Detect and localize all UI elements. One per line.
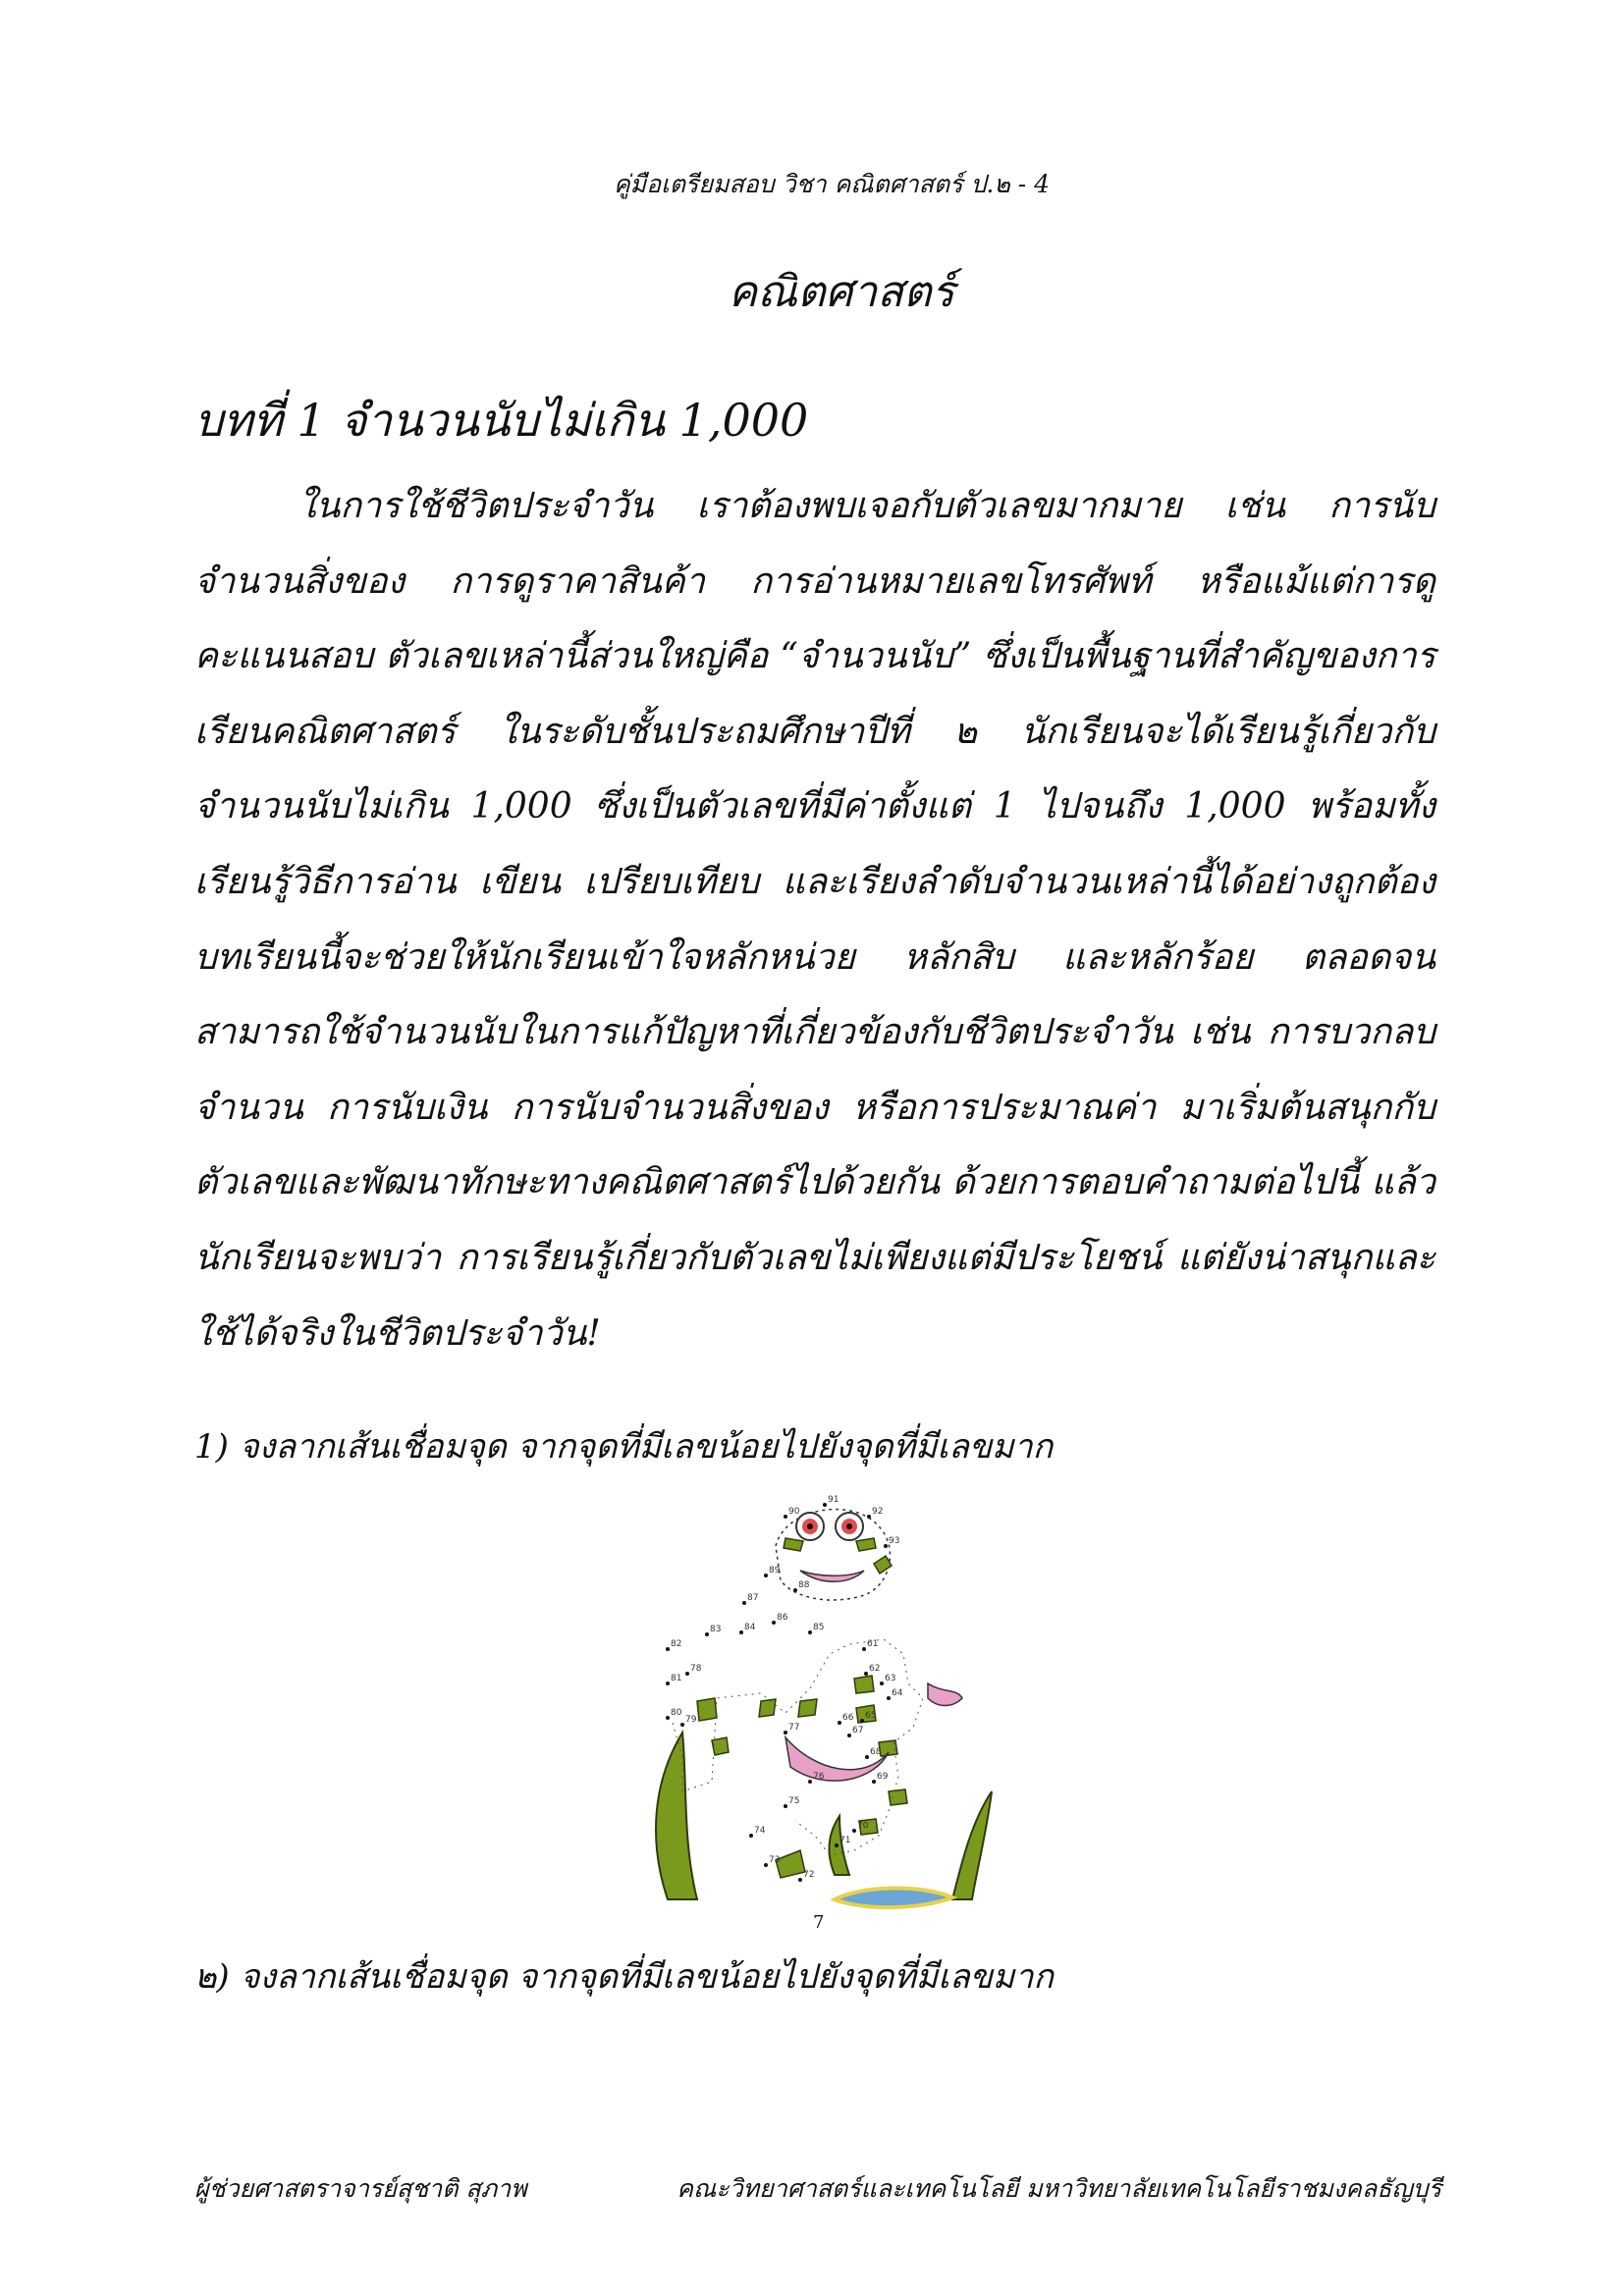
dot-number: 92 — [872, 1507, 884, 1517]
dot-number: 62 — [869, 1664, 881, 1674]
dot-number: 86 — [777, 1613, 788, 1623]
dot-number: 61 — [867, 1639, 879, 1649]
dot — [749, 1834, 753, 1838]
dot-number: 66 — [842, 1713, 854, 1723]
frog-caption: 7 — [813, 1912, 825, 1933]
grass-mid — [830, 1816, 849, 1875]
dot — [784, 1731, 787, 1735]
dot — [862, 1647, 866, 1651]
dot-number: 64 — [892, 1688, 903, 1698]
dot-number: 93 — [889, 1536, 900, 1546]
dot-number: 76 — [813, 1772, 825, 1782]
dot — [838, 1721, 841, 1725]
grass-left — [656, 1733, 697, 1899]
dot — [666, 1647, 670, 1651]
dot-number: 90 — [788, 1507, 800, 1517]
dot-number: 63 — [885, 1674, 896, 1683]
dot-number: 70 — [857, 1821, 869, 1831]
dot — [764, 1863, 768, 1867]
frog-head — [776, 1510, 890, 1600]
dot — [784, 1804, 787, 1808]
dot — [808, 1780, 812, 1784]
dot — [852, 1829, 856, 1833]
dot — [742, 1601, 746, 1605]
dot — [847, 1734, 851, 1737]
dot — [784, 1515, 787, 1519]
water-puddle — [835, 1888, 952, 1907]
frog-mouth — [800, 1571, 864, 1581]
dot — [867, 1515, 871, 1519]
dot — [864, 1672, 868, 1676]
frog-belly — [785, 1737, 889, 1781]
dot-number: 82 — [671, 1639, 682, 1649]
page-title: คณิตศาสตร์ — [728, 267, 955, 317]
dot-number: 65 — [865, 1711, 877, 1721]
dot-number: 91 — [828, 1495, 839, 1505]
dot — [793, 1588, 797, 1592]
dot — [808, 1630, 812, 1634]
dot — [666, 1682, 670, 1685]
question-2: ๒) จงลากเส้นเชื่อมจุด จากจุดที่มีเลขน้อยไปยังจุดที่มีเลขมาก — [194, 1957, 1055, 1997]
dot — [835, 1843, 839, 1847]
dot — [666, 1716, 670, 1720]
page-header: คู่มือเตรียมสอบ วิชา คณิตศาสตร์ ป.๒ - 4 — [613, 170, 1051, 198]
dot-number: 89 — [769, 1566, 781, 1575]
question-1: 1) จงลากเส้นเชื่อมจุด จากจุดที่มีเลขน้อยไปยังจุดที่มีเลขมาก — [194, 1427, 1054, 1467]
dot-number: 80 — [671, 1708, 682, 1718]
chapter-heading: บทที่ 1 จำนวนนับไม่เกิน 1,000 — [194, 394, 809, 447]
dot-number: 84 — [744, 1623, 756, 1632]
dot-number: 74 — [754, 1826, 766, 1836]
dot-number: 83 — [710, 1625, 722, 1634]
dot — [887, 1696, 891, 1700]
dot — [823, 1503, 827, 1507]
dot — [772, 1621, 776, 1625]
dot-number: 77 — [788, 1723, 800, 1733]
dot-number: 75 — [788, 1796, 800, 1806]
intro-paragraph: ในการใช้ชีวิตประจำวัน เราต้องพบเจอกับตัวเลขมากมาย เช่น การนับจำนวนสิ่งของ การดูราคาสินค้า การอ่านหมายเลขโทรศัพท์ หรือแม้แต่การดูคะแนนสอบ ตัวเลขเหล่านี้ส่วนใหญ่คือ “จำนวนนับ” ซึ่งเป็นพื้นฐานที่สำคัญของการเรียนคณิตศาสตร์ ในระดับชั้นประถมศึกษาปีที่ ๒ นักเรียนจะได้เรียนรู้เกี่ยวกับ จำนวนนับไม่เกิน 1,000 ซึ่งเป็นตัวเลขที่มีค่าตั้งแต่ 1 ไปจนถึง 1,000 พร้อมทั้งเรียนรู้วิธีการอ่าน เขียน เปรียบเทียบ และเรียงลำดับจำนวนเหล่านี้ได้อย่างถูกต้อง บทเรียนนี้จะช่วยให้นักเรียนเข้าใจหลักหน่วย หลักสิบ และหลักร้อย ตลอดจนสามารถใช้จำนวนนับในการแก้ปัญหาที่เกี่ยวข้องกับชีวิตประจำวัน เช่น การบวกลบจำนวน การนับเงิน การนับจำนวนสิ่งของ หรือการประมาณค่า มาเริ่มต้นสนุกกับตัวเลขและพัฒนาทักษะทางคณิตศาสตร์ไปด้วยกัน ด้วยการตอบคำถามต่อไปนี้ แล้วนักเรียนจะพบว่า การเรียนรู้เกี่ยวกับตัวเลขไม่เพียงแต่มีประโยชน์ แต่ยังน่าสนุกและใช้ได้จริงในชีวิตประจำวัน! — [194, 486, 1435, 1354]
dot-number: 78 — [690, 1664, 702, 1674]
dot-number: 87 — [747, 1593, 759, 1603]
dot-number: 71 — [839, 1836, 851, 1845]
dot — [865, 1755, 869, 1759]
dot-number: 88 — [798, 1580, 810, 1590]
frog-dot-to-dot-illustration — [628, 1487, 1001, 1919]
dot — [872, 1780, 876, 1784]
dot — [798, 1878, 802, 1882]
dot-number: 67 — [852, 1726, 864, 1735]
dot-number: 72 — [803, 1870, 815, 1880]
dot-number: 68 — [870, 1747, 882, 1757]
dot-number: 69 — [877, 1772, 889, 1782]
footer-institution: คณะวิทยาศาสตร์และเทคโนโลยี มหาวิทยาลัยเทคโนโลยีราชมงคลธัญบุรี — [677, 2174, 1441, 2203]
dot-number: 79 — [685, 1715, 697, 1725]
dot — [764, 1574, 768, 1577]
dot-number: 85 — [813, 1623, 825, 1632]
dot — [685, 1672, 689, 1676]
frog-hand-right — [928, 1683, 962, 1706]
dot — [860, 1719, 864, 1723]
dot — [705, 1632, 709, 1636]
dot-number: 81 — [671, 1674, 682, 1683]
footer-author: ผู้ช่วยศาสตราจารย์สุชาติ สุภาพ — [194, 2174, 527, 2203]
dot — [884, 1544, 888, 1548]
dot — [680, 1723, 684, 1727]
dot-number: 73 — [769, 1855, 781, 1865]
grass-right — [952, 1791, 992, 1899]
dot — [739, 1630, 743, 1634]
dot — [880, 1682, 884, 1685]
